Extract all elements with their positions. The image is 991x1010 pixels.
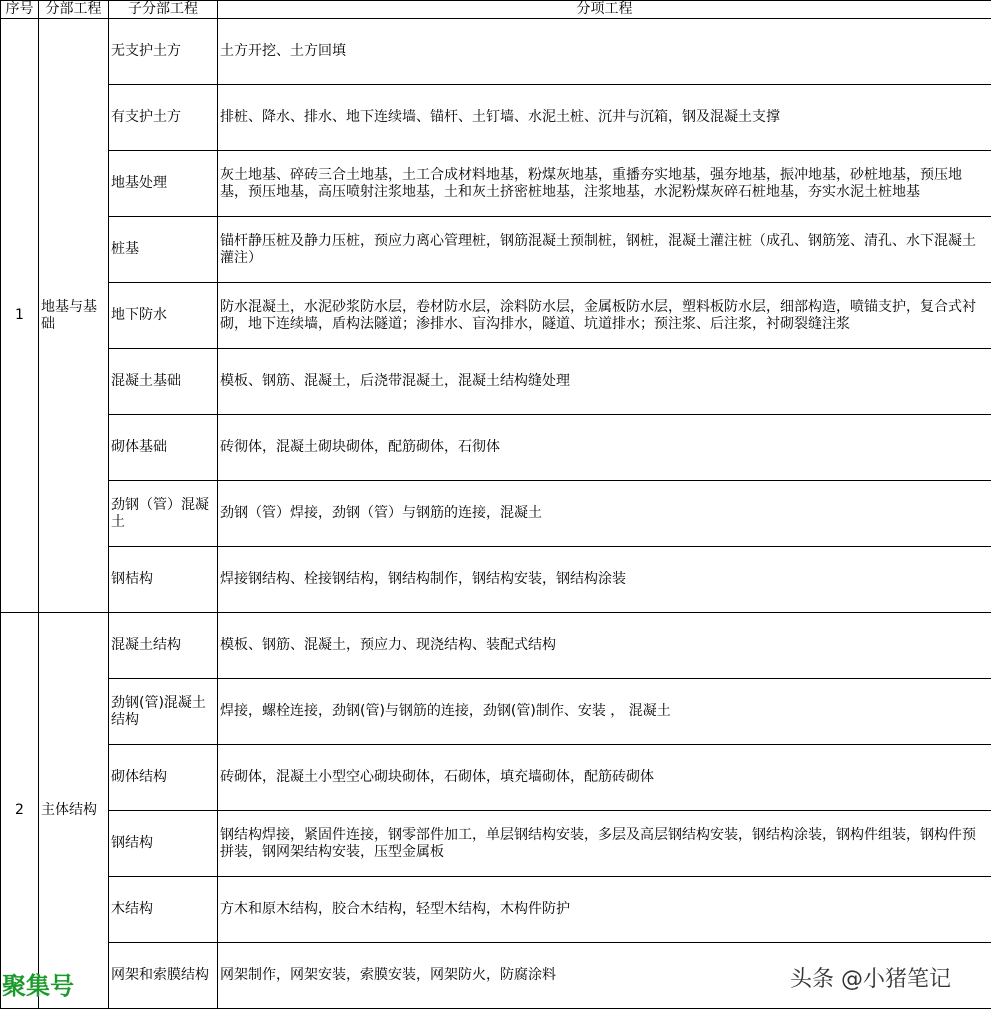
- subdivision-name: 桩基: [109, 217, 218, 283]
- subdivision-name: 钢桔构: [109, 547, 218, 613]
- item-list: 焊接，螺栓连接，劲钢(管)与钢筋的连接，劲钢(管)制作、安装 ， 混凝土: [218, 679, 991, 745]
- division-name: 主体结构: [39, 613, 109, 1009]
- subdivision-name: 木结构: [109, 877, 218, 943]
- item-list: 焊接钢结构、栓接钢结构，钢结构制作，钢结构安装，钢结构涂装: [218, 547, 991, 613]
- item-list: 钢结构焊接，紧固件连接，钢零部件加工，单层钢结构安装，多层及高层钢结构安装，钢结构涂装，钢构件组装，钢构件预拼装，钢网架结构安装，压型金属板: [218, 811, 991, 877]
- table-row: [1, 679, 991, 745]
- item-list: 锚杆静压桩及静力压桩，预应力离心管理桩，钢筋混凝土预制桩，钢桩，混凝土灌注桩（成孔、钢筋笼、清孔、水下混凝土灌注）: [218, 217, 991, 283]
- subdivision-name: 钢结构: [109, 811, 218, 877]
- table-row: [1, 283, 991, 349]
- subdivision-name: 地基处理: [109, 151, 218, 217]
- table-header-row: [1, 1, 991, 19]
- item-list: 模板、钢筋、混凝土，后浇带混凝土，混凝土结构缝处理: [218, 349, 991, 415]
- table-row: [1, 811, 991, 877]
- table-row: [1, 151, 991, 217]
- item-list: 砖彻体，混凝土砌块砌体，配筋砌体，石彻体: [218, 415, 991, 481]
- item-list: 网架制作，网架安装，索膜安装，网架防火，防腐涂料: [218, 943, 991, 1009]
- subdivision-name: 砌体基础: [109, 415, 218, 481]
- table-row: [1, 349, 991, 415]
- table-row: [1, 481, 991, 547]
- item-list: 模板、钢筋、混凝土，预应力、现浇结构、装配式结构: [218, 613, 991, 679]
- header-items: 分项工程: [218, 1, 991, 19]
- item-list: 土方开挖、土方回填: [218, 19, 991, 85]
- subdivision-name: 地下防水: [109, 283, 218, 349]
- header-no: 序号: [1, 1, 39, 19]
- table-row: [1, 217, 991, 283]
- table-row: [1, 613, 991, 679]
- table-row: [1, 547, 991, 613]
- subdivision-name: 劲钢(管)混凝土结构: [109, 679, 218, 745]
- subdivision-name: 无支护土方: [109, 19, 218, 85]
- group-no: 2: [1, 613, 39, 1009]
- item-list: 方木和原木结构，胶合木结构，轻型木结构，木构件防护: [218, 877, 991, 943]
- table-row: [1, 85, 991, 151]
- division-name: 地基与基础: [39, 19, 109, 613]
- table-row: [1, 745, 991, 811]
- item-list: 砖砌体，混凝土小型空心砌块砌体，石砌体，填充墙砌体，配筋砖砌体: [218, 745, 991, 811]
- subdivision-name: 砌体结构: [109, 745, 218, 811]
- watermark-left: 聚集号: [2, 972, 74, 1000]
- subdivision-name: 混凝土基础: [109, 349, 218, 415]
- table-row: [1, 19, 991, 85]
- subdivision-name: 混凝土结构: [109, 613, 218, 679]
- header-division: 分部工程: [39, 1, 109, 19]
- watermark-right: 头条 @小猪笔记: [790, 967, 951, 992]
- subdivision-name: 网架和索膜结构: [109, 943, 218, 1009]
- item-list: 排桩、降水、排水、地下连续墙、锚杆、土钉墙、水泥土桩、沉井与沉箱，钢及混凝土支撑: [218, 85, 991, 151]
- header-subdivision: 子分部工程: [109, 1, 218, 19]
- group-no: 1: [1, 19, 39, 613]
- item-list: 劲钢（管）焊接，劲钢（管）与钢筋的连接，混凝土: [218, 481, 991, 547]
- table-row: [1, 415, 991, 481]
- subdivision-name: 有支护土方: [109, 85, 218, 151]
- table-row: [1, 877, 991, 943]
- item-list: 防水混凝土，水泥砂浆防水层，卷材防水层，涂料防水层，金属板防水层，塑料板防水层，细部构造，喷锚支护，复合式衬砌，地下连续墙，盾构法隧道；渗排水、盲沟排水，隧道、坑道排水；预注浆、后注浆，衬砌裂缝注浆: [218, 283, 991, 349]
- item-list: 灰土地基、碎砖三合土地基，土工合成材料地基，粉煤灰地基，重播夯实地基，强夯地基，振冲地基，砂桩地基，预压地基，预压地基，高压喷射注浆地基，土和灰土挤密桩地基，注浆地基，水泥粉煤灰碎石桩地基，夯实水泥土桩地基: [218, 151, 991, 217]
- subdivision-name: 劲钢（管）混凝土: [109, 481, 218, 547]
